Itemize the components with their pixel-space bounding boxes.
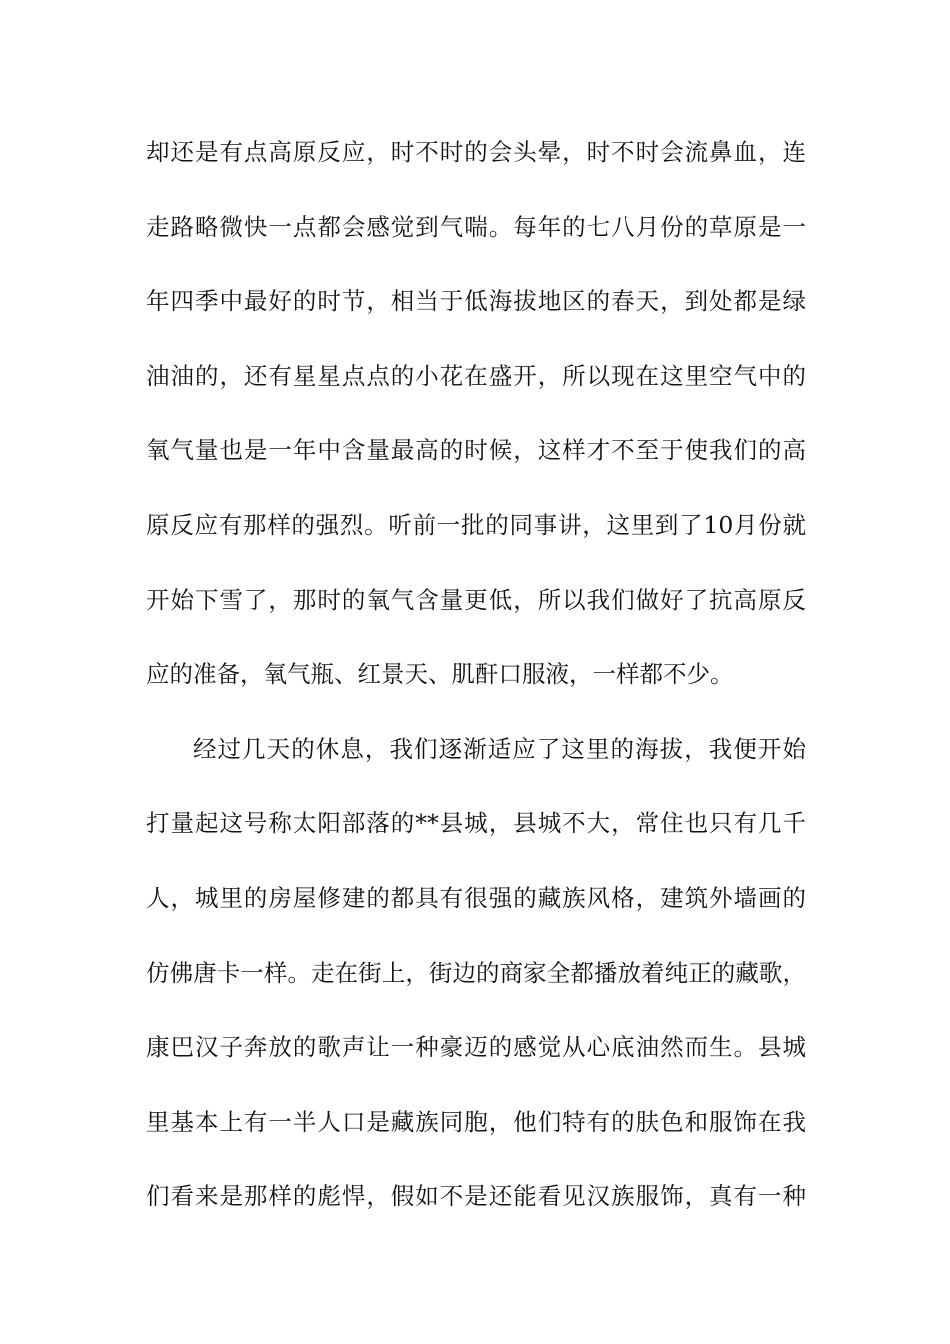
text-line: 经过几天的休息，我们逐渐适应了这里的海拔，我便开始 [193,734,806,763]
body-text [146,128,806,1247]
text-line: 走路略微快一点都会感觉到气喘。每年的七八月份的草原是一 [146,212,806,241]
text-line: 打量起这号称太阳部落的**县城，县城不大，常住也只有几千 [146,809,806,838]
text-line: 却还是有点高原反应，时不时的会头晕，时不时会流鼻血，连 [146,138,806,166]
text-line: 们看来是那样的彪悍，假如不是还能看见汉族服饰，真有一种 [146,1182,806,1211]
text-line: 应的准备，氧气瓶、红景天、肌酐口服液，一样都不少。 [146,660,734,689]
text-line: 原反应有那样的强烈。听前一批的同事讲，这里到了10月份就 [146,510,806,539]
text-line: 康巴汉子奔放的歌声让一种豪迈的感觉从心底油然而生。县城 [146,1033,806,1062]
text-line: 仿佛唐卡一样。走在街上，街边的商家全都播放着纯正的藏歌， [146,958,806,987]
text-line: 氧气量也是一年中含量最高的时候，这样才不至于使我们的高 [146,436,806,465]
text-line: 开始下雪了，那时的氧气含量更低，所以我们做好了抗高原反 [146,585,806,614]
text-line: 人，城里的房屋修建的都具有很强的藏族风格，建筑外墙画的 [146,883,806,912]
text-line: 油油的，还有星星点点的小花在盛开，所以现在这里空气中的 [146,361,806,390]
text-line: 年四季中最好的时节，相当于低海拔地区的春天，到处都是绿 [146,287,806,316]
text-line: 里基本上有一半人口是藏族同胞，他们特有的肤色和服饰在我 [146,1107,806,1136]
